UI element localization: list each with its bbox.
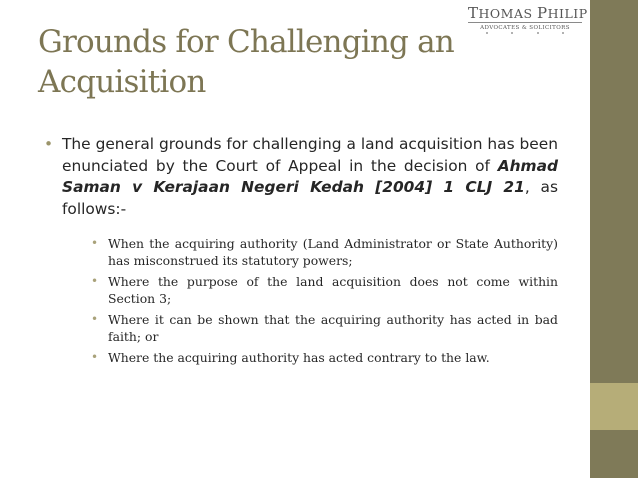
sub-bullet-item: • Where the acquiring authority has acted contrary to the law. (44, 349, 558, 366)
logo-dots (468, 32, 582, 34)
sub-bullet-item: • Where the purpose of the land acquisition does not come within Section 3; (44, 273, 558, 307)
sidebar-band-top (590, 0, 638, 383)
logo-dot (511, 32, 513, 34)
main-bullet-ending: , as follows:- (62, 178, 558, 218)
sub-bullet-item: • Where it can be shown that the acquiring authority has acted in bad faith; or (44, 311, 558, 345)
slide-title-line-1: Grounds for Challenging an (38, 24, 454, 60)
logo-dot (562, 32, 564, 34)
logo-dot (486, 32, 488, 34)
main-bullet-text: The general grounds for challenging a land acquisition has been enunciated by the Court of Appeal in the decision of (62, 135, 558, 175)
logo-firm-name (468, 4, 588, 23)
logo-dot (537, 32, 539, 34)
logo-initial-p: P (537, 4, 548, 22)
logo-tagline: ADVOCATES & SOLICITORS (480, 25, 570, 31)
logo-initial-t: T (468, 4, 479, 22)
sidebar-band-bottom (590, 430, 638, 478)
case-citation: Ahmad Saman v Kerajaan Negeri Kedah [2004] 1 CLJ 21 (62, 156, 558, 196)
main-bullet (44, 134, 558, 220)
sub-bullet-item: • When the acquiring authority (Land Administrator or State Authority) has misconstrued its statutory powers; (44, 235, 558, 269)
sub-bullet-list (44, 235, 558, 366)
firm-logo (468, 4, 588, 40)
sidebar-band-accent (590, 383, 638, 430)
logo-name-first: HOMAS (478, 6, 533, 21)
slide-title (38, 22, 458, 102)
slide-title-line-2: Acquisition (38, 64, 206, 100)
logo-name-last: HILIP (547, 6, 588, 21)
slide-content (44, 134, 558, 370)
